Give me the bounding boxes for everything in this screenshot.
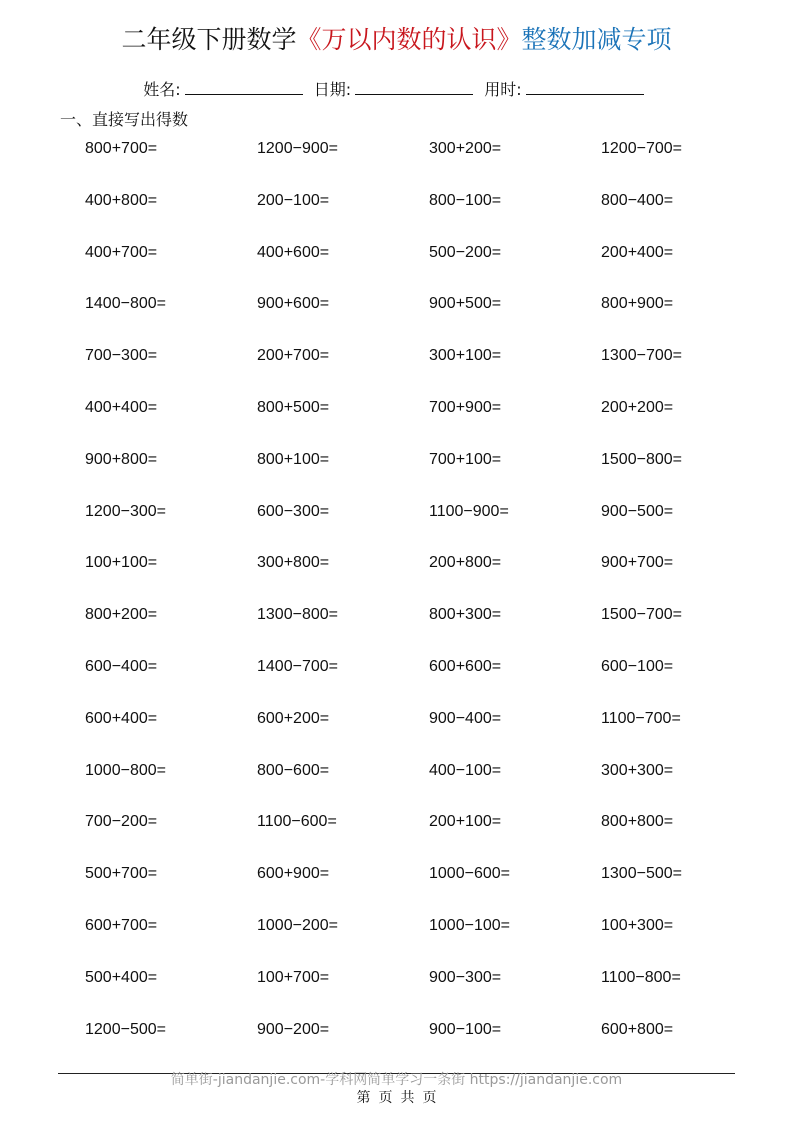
- problem-item: 1400−700=: [257, 657, 338, 675]
- time-label: 用时:: [484, 80, 522, 99]
- title-grade: 二年级下册数学: [121, 25, 297, 54]
- problem-item: 900−300=: [429, 968, 502, 986]
- page-title: [0, 22, 793, 58]
- problem-item: 1300−500=: [601, 865, 682, 883]
- problem-grid: [85, 137, 775, 1069]
- problem-item: 100+100=: [85, 554, 158, 572]
- problem-row: [85, 603, 775, 655]
- problem-item: 300+800=: [257, 554, 330, 572]
- problem-item: 1500−800=: [601, 450, 682, 468]
- problem-item: 600+800=: [601, 1020, 674, 1038]
- problem-item: 1300−700=: [601, 347, 682, 365]
- problem-item: 1100−800=: [601, 968, 681, 986]
- problem-item: 600+600=: [429, 657, 502, 675]
- problem-row: [85, 292, 775, 344]
- problem-item: 1000−100=: [429, 916, 510, 934]
- page-label-ye-total: 页: [422, 1090, 437, 1106]
- date-label: 日期:: [313, 80, 352, 99]
- page-label-di: 第: [356, 1090, 371, 1106]
- problem-item: 700−200=: [85, 813, 158, 831]
- problem-item: 400+800=: [85, 191, 158, 209]
- problem-row: [85, 810, 775, 862]
- footer-watermark: 简单街-jiandanjie.com-学科网简单学习一条街 https://jiandanjie.com: [170, 1072, 623, 1088]
- problem-item: 800+200=: [85, 606, 158, 624]
- problem-item: 100+300=: [601, 916, 674, 934]
- problem-item: 300+100=: [429, 347, 502, 365]
- problem-item: 800+100=: [257, 450, 330, 468]
- problem-item: 200−100=: [257, 191, 330, 209]
- problem-item: 900+500=: [429, 295, 502, 313]
- problem-item: 200+200=: [601, 398, 674, 416]
- problem-item: 1100−600=: [257, 813, 337, 831]
- problem-item: 1200−300=: [85, 502, 166, 520]
- problem-item: 300+200=: [429, 140, 502, 157]
- problem-item: 800+900=: [601, 295, 674, 313]
- problem-item: 900+800=: [85, 450, 158, 468]
- problem-item: 100+700=: [257, 968, 330, 986]
- problem-row: [85, 914, 775, 966]
- problem-item: 900+700=: [601, 554, 674, 572]
- problem-row: [85, 707, 775, 759]
- date-blank: [355, 80, 473, 95]
- problem-item: 1200−500=: [85, 1020, 166, 1038]
- problem-item: 500+700=: [85, 865, 158, 883]
- problem-item: 800+800=: [601, 813, 674, 831]
- problem-item: 800+500=: [257, 398, 330, 416]
- problem-item: 700+900=: [429, 398, 502, 416]
- problem-item: 500+400=: [85, 968, 158, 986]
- problem-item: 900−500=: [601, 502, 674, 520]
- problem-item: 800+700=: [85, 140, 158, 157]
- problem-item: 200+400=: [601, 243, 674, 261]
- problem-item: 300+300=: [601, 761, 674, 779]
- problem-row: [85, 1018, 775, 1070]
- page-label-ye: 页: [378, 1090, 393, 1106]
- problem-item: 400−100=: [429, 761, 502, 779]
- problem-item: 1300−800=: [257, 606, 338, 624]
- problem-item: 400+600=: [257, 243, 330, 261]
- title-topic: 整数加减专项: [521, 25, 672, 54]
- page-label-gong: 共: [400, 1090, 415, 1106]
- problem-item: 600+900=: [257, 865, 330, 883]
- problem-item: 1200−700=: [601, 140, 682, 157]
- problem-row: [85, 448, 775, 500]
- problem-item: 1400−800=: [85, 295, 166, 313]
- problem-row: [85, 862, 775, 914]
- problem-item: 600−400=: [85, 657, 158, 675]
- problem-row: [85, 759, 775, 811]
- problem-item: 1000−800=: [85, 761, 166, 779]
- problem-row: [85, 655, 775, 707]
- problem-item: 200+700=: [257, 347, 330, 365]
- problem-item: 600+400=: [85, 709, 158, 727]
- problem-item: 1500−700=: [601, 606, 682, 624]
- problem-row: [85, 551, 775, 603]
- problem-item: 900−100=: [429, 1020, 502, 1038]
- problem-row: [85, 500, 775, 552]
- problem-item: 1200−900=: [257, 140, 338, 157]
- problem-item: 1100−700=: [601, 709, 681, 727]
- problem-item: 800−600=: [257, 761, 330, 779]
- problem-item: 700+100=: [429, 450, 502, 468]
- problem-item: 200+800=: [429, 554, 502, 572]
- problem-item: 600−300=: [257, 502, 330, 520]
- problem-item: 600+200=: [257, 709, 330, 727]
- student-info: [0, 78, 793, 102]
- section-heading: 一、直接写出得数: [60, 110, 189, 129]
- problem-row: [85, 966, 775, 1018]
- problem-item: 900−400=: [429, 709, 502, 727]
- problem-item: 500−200=: [429, 243, 502, 261]
- problem-row: [85, 137, 775, 189]
- problem-item: 800−100=: [429, 191, 502, 209]
- title-unit: 《万以内数的认识》: [296, 25, 522, 54]
- problem-row: [85, 189, 775, 241]
- problem-row: [85, 344, 775, 396]
- problem-item: 600−100=: [601, 657, 674, 675]
- problem-item: 700−300=: [85, 347, 158, 365]
- problem-item: 400+700=: [85, 243, 158, 261]
- problem-item: 800+300=: [429, 606, 502, 624]
- name-blank: [185, 80, 303, 95]
- problem-row: [85, 396, 775, 448]
- problem-item: 200+100=: [429, 813, 502, 831]
- problem-item: 900−200=: [257, 1020, 330, 1038]
- problem-item: 400+400=: [85, 398, 158, 416]
- problem-row: [85, 241, 775, 293]
- name-label: 姓名:: [143, 80, 181, 99]
- page-number: [0, 1088, 793, 1108]
- problem-item: 1000−200=: [257, 916, 338, 934]
- problem-item: 800−400=: [601, 191, 674, 209]
- time-blank: [526, 80, 644, 95]
- problem-item: 1000−600=: [429, 865, 510, 883]
- problem-item: 900+600=: [257, 295, 330, 313]
- problem-item: 600+700=: [85, 916, 158, 934]
- problem-item: 1100−900=: [429, 502, 509, 520]
